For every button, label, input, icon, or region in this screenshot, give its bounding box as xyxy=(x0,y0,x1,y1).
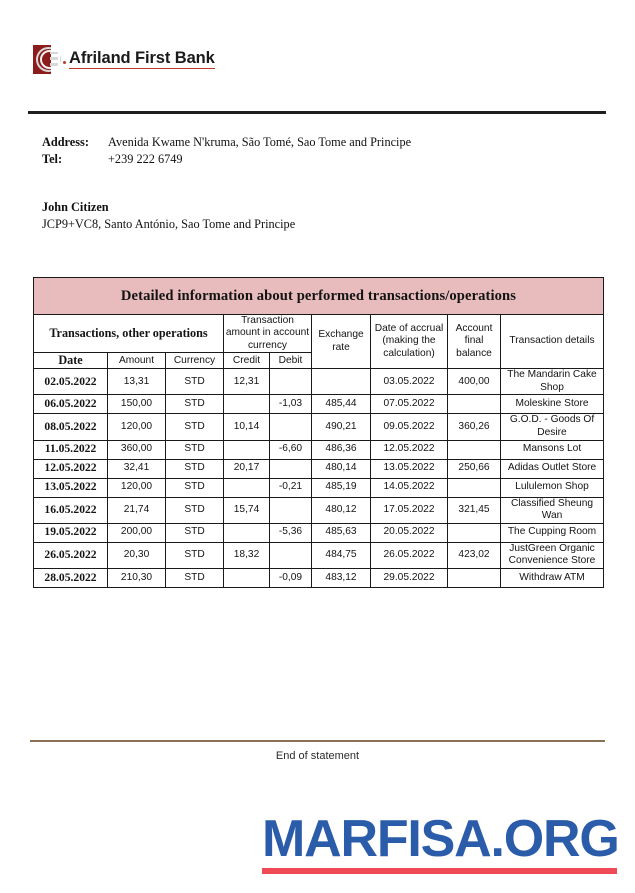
row-debit: -0,09 xyxy=(270,568,312,587)
row-exchange-rate: 480,12 xyxy=(312,497,371,523)
table-row xyxy=(34,478,604,497)
row-credit: 15,74 xyxy=(224,497,270,523)
table-row xyxy=(34,542,604,568)
row-accrual-date: 13.05.2022 xyxy=(371,459,448,478)
row-final-balance: 400,00 xyxy=(448,369,501,395)
customer-block xyxy=(42,199,295,233)
banner-row xyxy=(34,278,604,315)
row-date: 11.05.2022 xyxy=(34,440,108,459)
row-details: Classified Sheung Wan xyxy=(501,497,604,523)
logo-dot-icon xyxy=(63,61,66,64)
customer-name: John Citizen xyxy=(42,200,109,214)
row-exchange-rate: 490,21 xyxy=(312,414,371,440)
row-debit: -1,03 xyxy=(270,395,312,414)
row-exchange-rate: 485,63 xyxy=(312,523,371,542)
row-credit: 18,32 xyxy=(224,542,270,568)
footer-divider xyxy=(30,740,605,742)
table-row xyxy=(34,414,604,440)
transactions-rows xyxy=(34,369,604,588)
row-date: 06.05.2022 xyxy=(34,395,108,414)
row-final-balance: 250,66 xyxy=(448,459,501,478)
row-accrual-date: 12.05.2022 xyxy=(371,440,448,459)
row-debit xyxy=(270,414,312,440)
row-details: Mansons Lot xyxy=(501,440,604,459)
row-debit: -5,36 xyxy=(270,523,312,542)
row-amount: 150,00 xyxy=(108,395,166,414)
row-accrual-date: 14.05.2022 xyxy=(371,478,448,497)
row-credit xyxy=(224,523,270,542)
table-row xyxy=(34,395,604,414)
row-amount: 21,74 xyxy=(108,497,166,523)
row-accrual-date: 03.05.2022 xyxy=(371,369,448,395)
header-credit: Credit xyxy=(224,353,270,369)
header-divider xyxy=(28,111,606,114)
row-accrual-date: 26.05.2022 xyxy=(371,542,448,568)
row-debit xyxy=(270,542,312,568)
row-final-balance: 423,02 xyxy=(448,542,501,568)
row-date: 08.05.2022 xyxy=(34,414,108,440)
row-debit xyxy=(270,497,312,523)
header-date-of-accrual: Date of accrual (making the calculation) xyxy=(371,315,448,369)
table-row xyxy=(34,369,604,395)
bank-contact-block xyxy=(42,134,411,167)
row-details: The Cupping Room xyxy=(501,523,604,542)
header-account-final-balance: Account final balance xyxy=(448,315,501,369)
row-details: G.O.D. - Goods Of Desire xyxy=(501,414,604,440)
row-final-balance: 321,45 xyxy=(448,497,501,523)
end-of-statement-text: End of statement xyxy=(275,750,360,762)
row-accrual-date: 29.05.2022 xyxy=(371,568,448,587)
row-currency: STD xyxy=(166,395,224,414)
row-currency: STD xyxy=(166,497,224,523)
table-row xyxy=(34,523,604,542)
row-exchange-rate xyxy=(312,369,371,395)
tel-label: Tel: xyxy=(42,151,63,166)
address-value: Avenida Kwame N'kruma, São Tomé, Sao Tome and Principe xyxy=(108,135,412,149)
row-credit xyxy=(224,568,270,587)
bank-logo xyxy=(33,42,215,76)
row-credit xyxy=(224,440,270,459)
row-debit: -0,21 xyxy=(270,478,312,497)
header-currency: Currency xyxy=(166,353,224,369)
header-date: Date xyxy=(34,353,108,369)
row-amount: 20,30 xyxy=(108,542,166,568)
row-final-balance xyxy=(448,478,501,497)
row-accrual-date: 09.05.2022 xyxy=(371,414,448,440)
row-accrual-date: 20.05.2022 xyxy=(371,523,448,542)
row-final-balance xyxy=(448,440,501,459)
row-currency: STD xyxy=(166,414,224,440)
row-currency: STD xyxy=(166,369,224,395)
tel-value: +239 222 6749 xyxy=(108,151,183,166)
row-debit xyxy=(270,459,312,478)
afriland-logo-icon xyxy=(33,45,60,74)
row-final-balance xyxy=(448,568,501,587)
row-credit xyxy=(224,395,270,414)
watermark xyxy=(262,812,622,874)
row-details: The Mandarin Cake Shop xyxy=(501,369,604,395)
row-exchange-rate: 485,19 xyxy=(312,478,371,497)
row-amount: 13,31 xyxy=(108,369,166,395)
statement-table-wrapper xyxy=(33,277,603,588)
row-final-balance xyxy=(448,395,501,414)
bank-name: Afriland First Bank xyxy=(69,49,215,70)
customer-address: JCP9+VC8, Santo António, Sao Tome and Principe xyxy=(42,217,296,231)
row-currency: STD xyxy=(166,523,224,542)
address-label: Address: xyxy=(42,135,89,149)
row-debit: -6,60 xyxy=(270,440,312,459)
row-amount: 210,30 xyxy=(108,568,166,587)
row-accrual-date: 17.05.2022 xyxy=(371,497,448,523)
row-credit: 10,14 xyxy=(224,414,270,440)
transactions-table xyxy=(33,277,604,588)
row-exchange-rate: 483,12 xyxy=(312,568,371,587)
row-exchange-rate: 485,44 xyxy=(312,395,371,414)
row-date: 26.05.2022 xyxy=(34,542,108,568)
row-exchange-rate: 484,75 xyxy=(312,542,371,568)
header-group-row xyxy=(34,315,604,353)
row-amount: 200,00 xyxy=(108,523,166,542)
header-amount-account-currency: Transaction amount in account currency xyxy=(224,315,312,353)
row-details: JustGreen Organic Convenience Store xyxy=(501,542,604,568)
table-row xyxy=(34,497,604,523)
table-row xyxy=(34,440,604,459)
row-currency: STD xyxy=(166,440,224,459)
row-credit xyxy=(224,478,270,497)
row-date: 13.05.2022 xyxy=(34,478,108,497)
row-date: 02.05.2022 xyxy=(34,369,108,395)
row-date: 12.05.2022 xyxy=(34,459,108,478)
row-details: Adidas Outlet Store xyxy=(501,459,604,478)
row-details: Lululemon Shop xyxy=(501,478,604,497)
row-amount: 120,00 xyxy=(108,414,166,440)
row-credit: 12,31 xyxy=(224,369,270,395)
row-currency: STD xyxy=(166,459,224,478)
row-amount: 32,41 xyxy=(108,459,166,478)
table-row xyxy=(34,459,604,478)
row-details: Withdraw ATM xyxy=(501,568,604,587)
address-row xyxy=(42,134,411,151)
table-row xyxy=(34,568,604,587)
tel-row xyxy=(42,151,411,168)
row-currency: STD xyxy=(166,568,224,587)
row-accrual-date: 07.05.2022 xyxy=(371,395,448,414)
statement-banner-title: Detailed information about performed transactions/operations xyxy=(34,278,604,315)
header-transaction-details: Transaction details xyxy=(501,315,604,369)
header-debit: Debit xyxy=(270,353,312,369)
row-final-balance xyxy=(448,523,501,542)
header-transactions-group: Transactions, other operations xyxy=(34,315,224,353)
row-currency: STD xyxy=(166,542,224,568)
row-exchange-rate: 486,36 xyxy=(312,440,371,459)
row-exchange-rate: 480,14 xyxy=(312,459,371,478)
watermark-underline xyxy=(262,868,617,874)
header-exchange-rate: Exchange rate xyxy=(312,315,371,369)
row-credit: 20,17 xyxy=(224,459,270,478)
row-currency: STD xyxy=(166,478,224,497)
row-details: Moleskine Store xyxy=(501,395,604,414)
row-date: 19.05.2022 xyxy=(34,523,108,542)
row-debit xyxy=(270,369,312,395)
header-amount: Amount xyxy=(108,353,166,369)
watermark-text: MARFISA.ORG xyxy=(262,810,619,868)
row-date: 16.05.2022 xyxy=(34,497,108,523)
row-final-balance: 360,26 xyxy=(448,414,501,440)
row-amount: 120,00 xyxy=(108,478,166,497)
row-amount: 360,00 xyxy=(108,440,166,459)
row-date: 28.05.2022 xyxy=(34,568,108,587)
